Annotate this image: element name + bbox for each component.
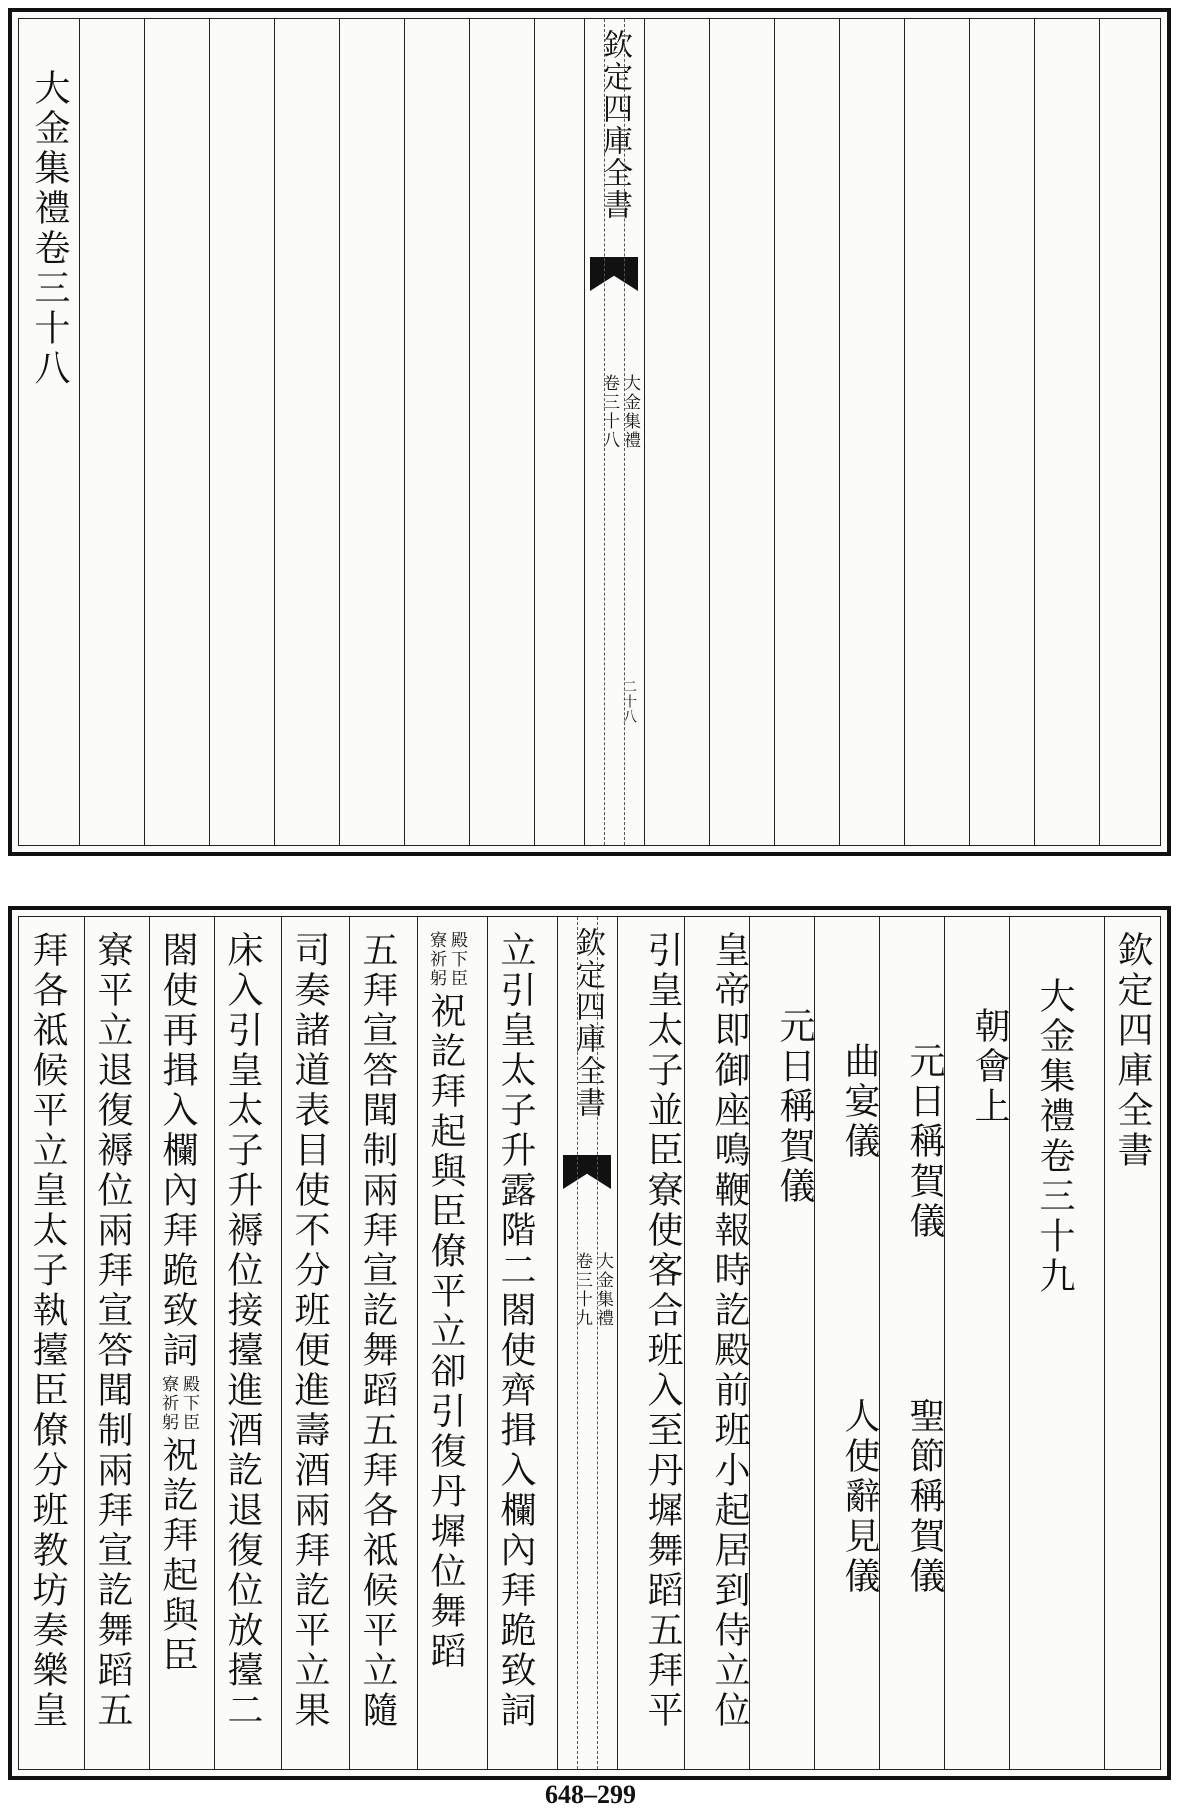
note-left: 寮祈躬: [158, 1375, 178, 1432]
interlinear-note: [427, 931, 465, 988]
column-rule: [709, 19, 710, 845]
fold-header: 欽定四庫全書: [597, 29, 632, 221]
column-rule: [644, 19, 645, 845]
body-line: 五拜宣答聞制兩拜宣訖舞蹈五拜各祗候平立隨: [357, 931, 398, 1731]
fold-book-title: 大金集禮: [620, 374, 640, 450]
fold-strip: [584, 19, 644, 845]
bottom-page-frame: [18, 916, 1161, 1770]
fishtail-mark: [563, 1155, 611, 1189]
column-rule: [281, 917, 282, 1769]
column-rule: [1099, 19, 1100, 845]
section-title: 朝會上: [969, 1007, 1010, 1127]
toc-item: 元日稱賀儀: [904, 1042, 945, 1242]
toc-item: 聖節稱賀儀: [904, 1397, 945, 1597]
fold-guide-line: [597, 917, 598, 1769]
column-rule: [839, 19, 840, 845]
fold-volume: 卷三十九: [572, 1252, 592, 1328]
column-rule: [487, 917, 488, 1769]
column-rule: [274, 19, 275, 845]
column-rule: [684, 917, 685, 1769]
body-line: 寮平立退復褥位兩拜宣答聞制兩拜宣訖舞蹈五: [92, 931, 133, 1731]
top-page: [8, 8, 1171, 856]
fold-guide-line: [577, 917, 578, 1769]
page-header: 欽定四庫全書: [1112, 931, 1153, 1171]
top-page-frame: [18, 18, 1161, 846]
body-line: 祝訖拜起與臣僚平立卻引復丹墀位舞蹈: [425, 992, 466, 1672]
body-line-with-note: [159, 931, 197, 1676]
body-line: 引皇太子並臣寮使客合班入至丹墀舞蹈五拜平: [642, 931, 683, 1731]
body-line: 閤使再揖入欄內拜跪致詞: [157, 931, 198, 1371]
fold-strip: [557, 917, 617, 1769]
fold-header: 欽定四庫全書: [570, 927, 605, 1119]
toc-item: 曲宴儀: [839, 1042, 880, 1162]
chapter-end-title: 大金集禮卷三十八: [29, 69, 70, 389]
note-right: 殿下臣: [179, 1375, 199, 1432]
fold-book-info: [573, 1252, 611, 1328]
column-rule: [339, 19, 340, 845]
column-rule: [404, 19, 405, 845]
fold-book-info: [600, 374, 638, 450]
fold-page-number: 二十八: [621, 679, 637, 724]
note-right: 殿下臣: [447, 931, 467, 988]
interlinear-note: [159, 1375, 197, 1432]
bottom-page: [8, 906, 1171, 1780]
body-line-with-note: [427, 931, 465, 1672]
column-rule: [79, 19, 80, 845]
fishtail-mark: [590, 257, 638, 291]
column-rule: [774, 19, 775, 845]
column-rule: [209, 19, 210, 845]
column-rule: [84, 917, 85, 1769]
column-rule: [617, 917, 618, 1769]
body-line: 皇帝即御座鳴鞭報時訖殿前班小起居到侍立位: [709, 931, 750, 1731]
column-rule: [534, 19, 535, 845]
note-left: 寮祈躬: [426, 931, 446, 988]
body-line: 司奏諸道表目使不分班便進壽酒兩拜訖平立果: [289, 931, 330, 1731]
toc-item: 人使辭見儀: [839, 1397, 880, 1597]
body-line: 床入引皇太子升褥位接擡進酒訖退復位放擡二: [222, 931, 263, 1731]
body-line: 祝訖拜起與臣: [157, 1436, 198, 1676]
column-rule: [904, 19, 905, 845]
column-rule: [1034, 19, 1035, 845]
column-rule: [969, 19, 970, 845]
body-line: 立引皇太子升露階二閤使齊揖入欄內拜跪致詞: [495, 931, 536, 1731]
subsection-title: 元日稱賀儀: [774, 1007, 815, 1207]
fold-book-title: 大金集禮: [593, 1252, 613, 1328]
column-rule: [469, 19, 470, 845]
body-line: 拜各祗候平立皇太子執擡臣僚分班教坊奏樂皇: [27, 931, 68, 1731]
page-footer-number: 648–299: [545, 1780, 636, 1809]
column-rule: [1104, 917, 1105, 1769]
fold-volume: 卷三十八: [599, 374, 619, 450]
column-rule: [144, 19, 145, 845]
column-rule: [149, 917, 150, 1769]
column-rule: [349, 917, 350, 1769]
column-rule: [214, 917, 215, 1769]
volume-title: 大金集禮卷三十九: [1034, 977, 1075, 1297]
column-rule: [417, 917, 418, 1769]
